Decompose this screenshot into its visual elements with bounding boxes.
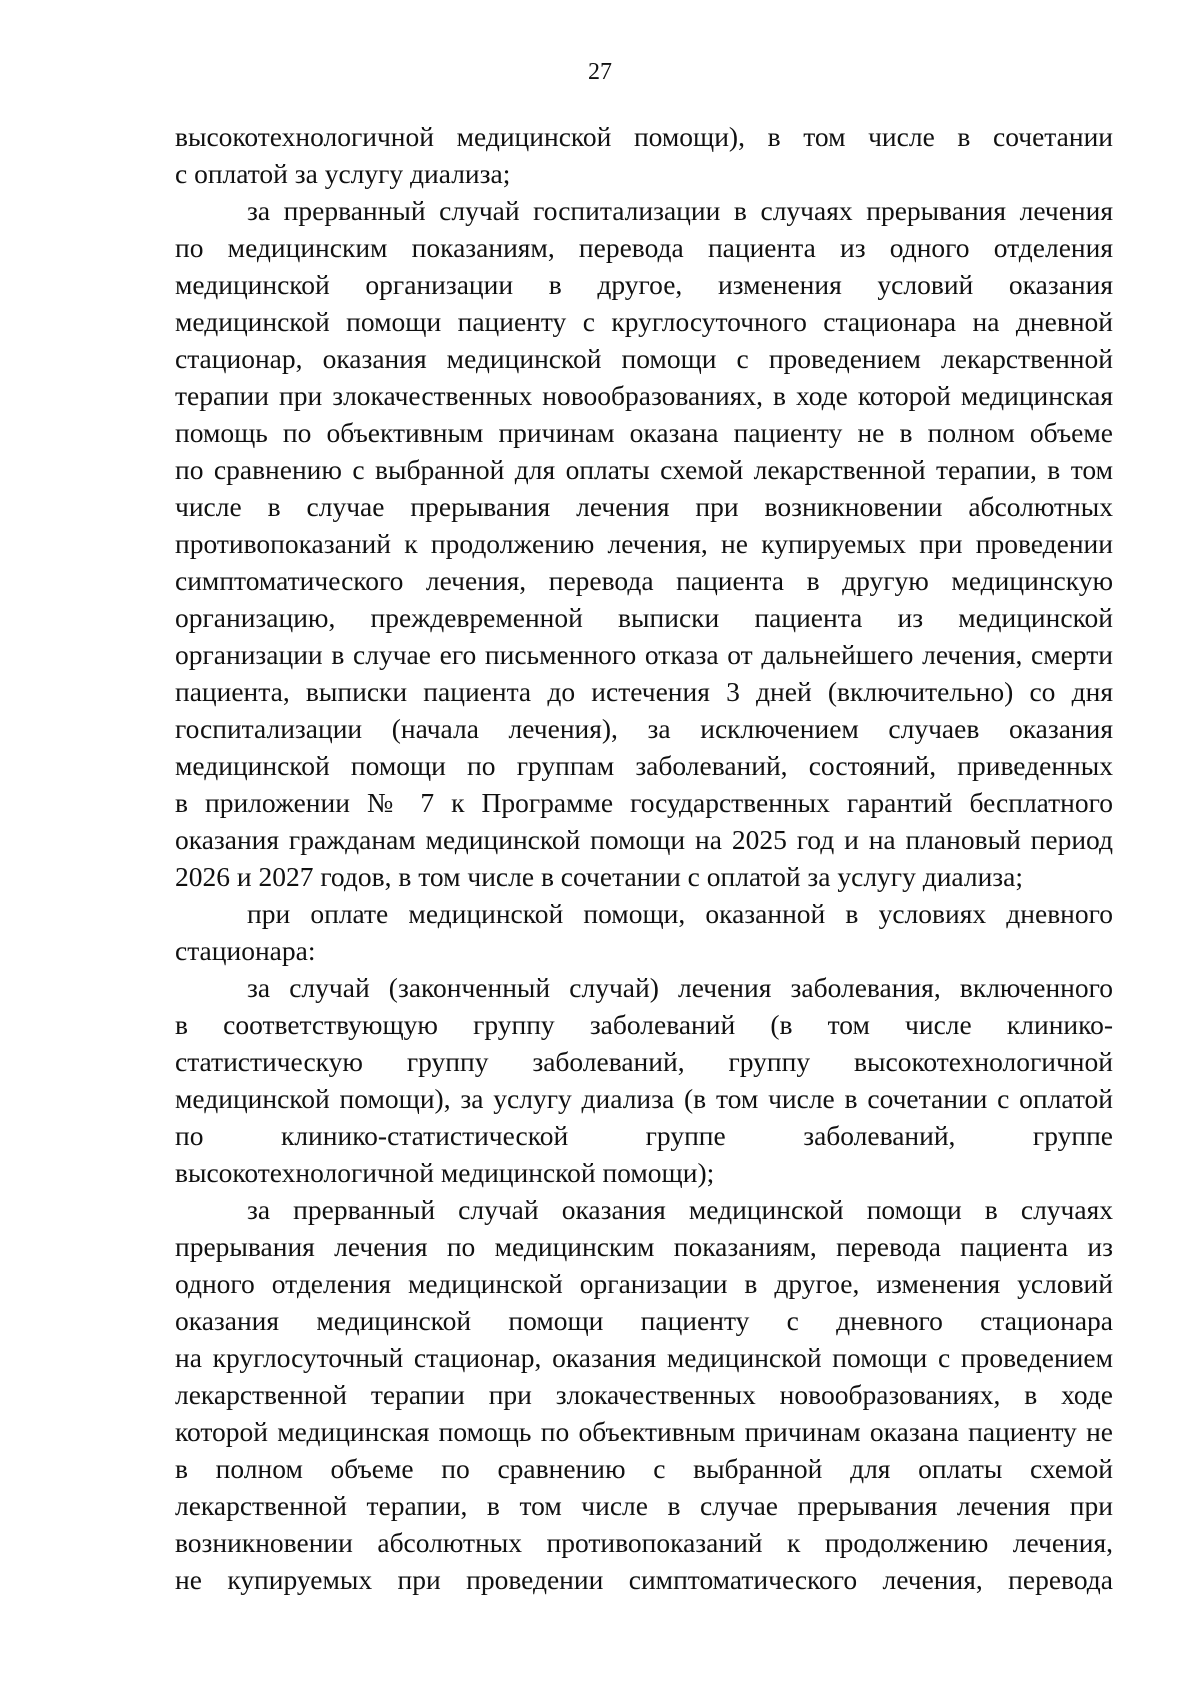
text-line: госпитализации (начала лечения), за исключением случаев оказания	[175, 713, 1113, 744]
paragraph-start-line: за случай (законченный случай) лечения заболевания, включенного	[247, 972, 1113, 1003]
text-line: возникновении абсолютных противопоказаний к продолжению лечения,	[175, 1527, 1113, 1558]
text-line: которой медицинская помощь по объективным причинам оказана пациенту не	[175, 1416, 1113, 1447]
text-line: по сравнению с выбранной для оплаты схемой лекарственной терапии, в том	[175, 454, 1113, 485]
text-line: на круглосуточный стационар, оказания медицинской помощи с проведением	[175, 1342, 1113, 1373]
text-line: организации в случае его письменного отказа от дальнейшего лечения, смерти	[175, 639, 1113, 670]
text-line: прерывания лечения по медицинским показаниям, перевода пациента из	[175, 1231, 1113, 1262]
paragraph-start-line: при оплате медицинской помощи, оказанной в условиях дневного	[247, 898, 1113, 929]
text-line: высокотехнологичной медицинской помощи), в том числе в сочетании	[175, 121, 1113, 152]
text-line: в полном объеме по сравнению с выбранной для оплаты схемой	[175, 1453, 1113, 1484]
document-body	[175, 118, 1113, 1598]
text-line: лекарственной терапии, в том числе в случае прерывания лечения при	[175, 1490, 1113, 1521]
paragraph-start-line: за прерванный случай оказания медицинской помощи в случаях	[247, 1194, 1113, 1225]
text-line: медицинской организации в другое, изменения условий оказания	[175, 269, 1113, 300]
text-line: одного отделения медицинской организации в другое, изменения условий	[175, 1268, 1113, 1299]
text-line: в соответствующую группу заболеваний (в том числе клинико-	[175, 1009, 1113, 1040]
text-line: с оплатой за услугу диализа;	[175, 158, 511, 189]
text-line: медицинской помощи пациенту с круглосуточного стационара на дневной	[175, 306, 1113, 337]
text-line: числе в случае прерывания лечения при возникновении абсолютных	[175, 491, 1113, 522]
text-line: оказания гражданам медицинской помощи на 2025 год и на плановый период	[175, 824, 1113, 855]
text-line: высокотехнологичной медицинской помощи);	[175, 1157, 715, 1188]
text-line: по медицинским показаниям, перевода пациента из одного отделения	[175, 232, 1113, 263]
text-line: противопоказаний к продолжению лечения, не купируемых при проведении	[175, 528, 1113, 559]
text-line: стационар, оказания медицинской помощи с проведением лекарственной	[175, 343, 1113, 374]
text-line: не купируемых при проведении симптоматического лечения, перевода	[175, 1564, 1113, 1595]
paragraph-start-line: за прерванный случай госпитализации в случаях прерывания лечения	[247, 195, 1113, 226]
text-line: статистическую группу заболеваний, группу высокотехнологичной	[175, 1046, 1113, 1077]
text-line: оказания медицинской помощи пациенту с дневного стационара	[175, 1305, 1113, 1336]
text-line: симптоматического лечения, перевода пациента в другую медицинскую	[175, 565, 1113, 596]
text-line: в приложении № 7 к Программе государственных гарантий бесплатного	[175, 787, 1113, 818]
text-line: лекарственной терапии при злокачественных новообразованиях, в ходе	[175, 1379, 1113, 1410]
text-line: медицинской помощи), за услугу диализа (в том числе в сочетании с оплатой	[175, 1083, 1113, 1114]
text-line: терапии при злокачественных новообразованиях, в ходе которой медицинская	[175, 380, 1113, 411]
text-line: стационара:	[175, 935, 316, 966]
page-number: 27	[588, 59, 612, 85]
text-line: 2026 и 2027 годов, в том числе в сочетании с оплатой за услугу диализа;	[175, 861, 1024, 892]
text-line: медицинской помощи по группам заболеваний, состояний, приведенных	[175, 750, 1113, 781]
text-line: пациента, выписки пациента до истечения 3 дней (включительно) со дня	[175, 676, 1113, 707]
text-line: организацию, преждевременной выписки пациента из медицинской	[175, 602, 1113, 633]
text-line: по клинико-статистической группе заболеваний, группе	[175, 1120, 1113, 1151]
text-line: помощь по объективным причинам оказана пациенту не в полном объеме	[175, 417, 1113, 448]
